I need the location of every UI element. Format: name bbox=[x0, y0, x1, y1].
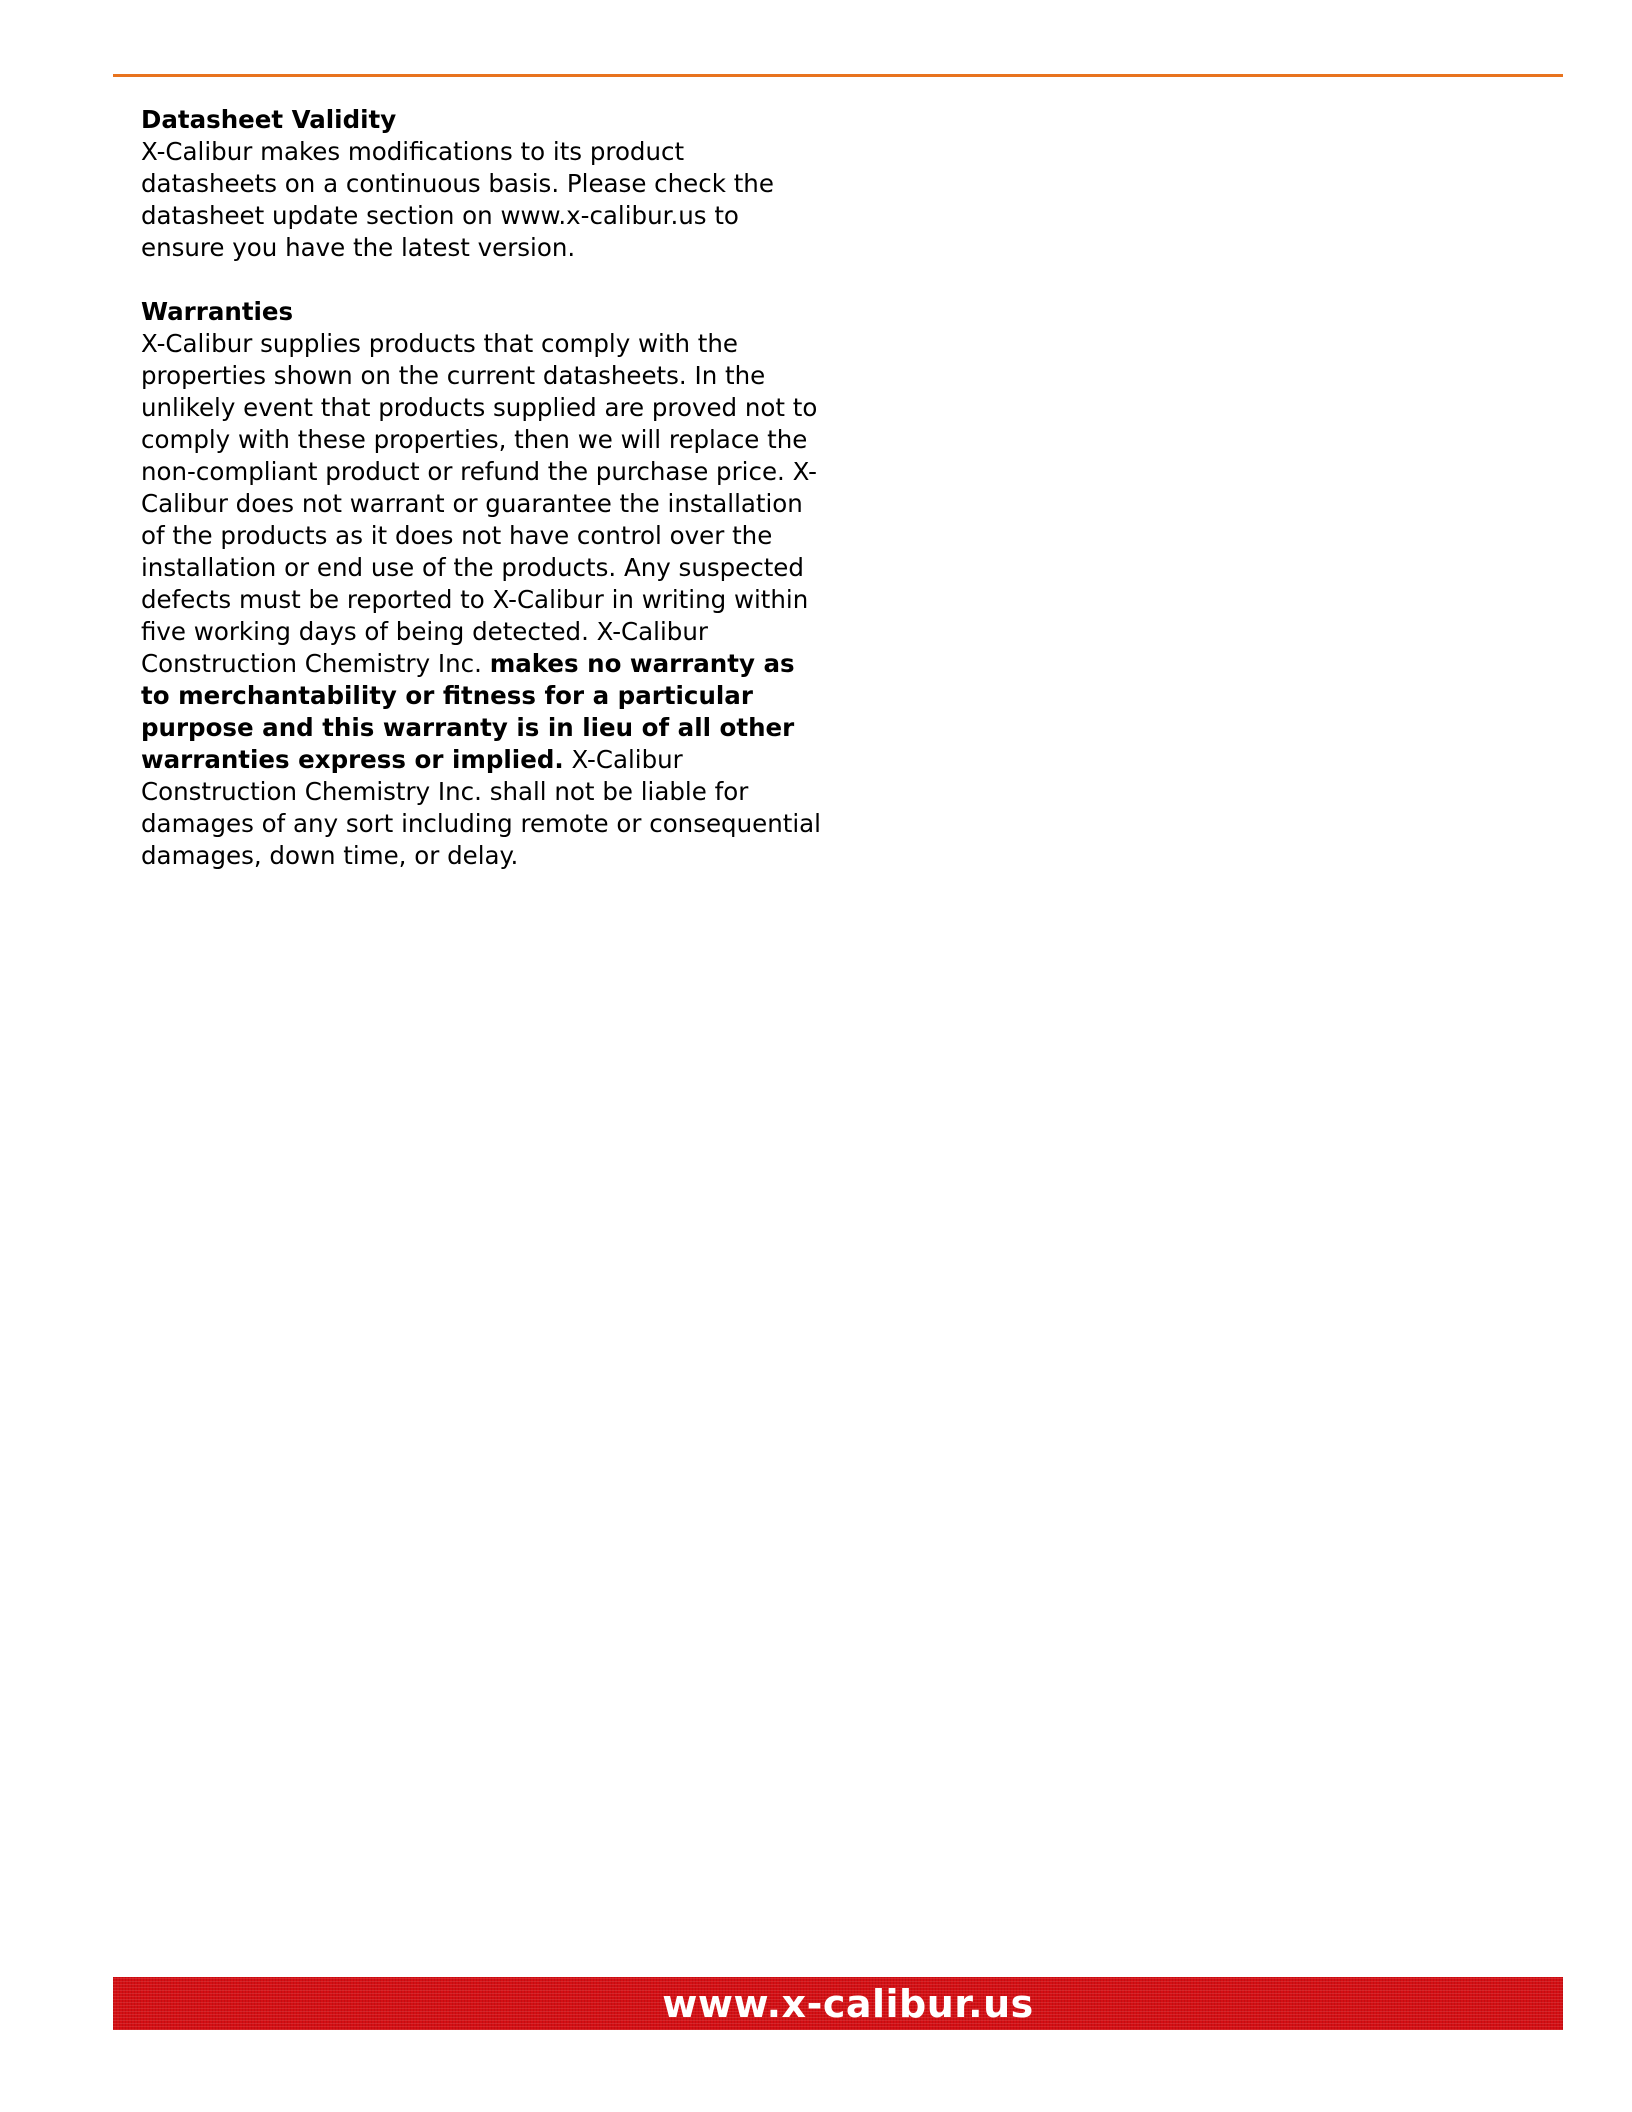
warranties-disclaimer-bold: makes no warranty as to merchantability or fitness for a particular purpose and this warranty is in lieu of all other warranties express or implied. bbox=[141, 649, 795, 774]
warranties-heading: Warranties bbox=[141, 297, 294, 326]
datasheet-validity-section bbox=[141, 104, 821, 264]
datasheet-validity-heading: Datasheet Validity bbox=[141, 105, 397, 134]
document-body bbox=[141, 104, 821, 872]
warranties-text-part2: X-Calibur Construction Chemistry Inc. shall not be liable for damages of any sort including remote or consequential damages, down time, or delay. bbox=[141, 745, 821, 870]
footer-banner bbox=[113, 1977, 1563, 2030]
top-divider bbox=[113, 74, 1563, 77]
warranties-text-part1: X-Calibur supplies products that comply with the properties shown on the current datasheets. In the unlikely event that products supplied are proved not to comply with these properties, then we will replace the non-compliant product or refund the purchase price. X-Calibur does not warrant or guarantee the installation of the products as it does not have control over the installation or end use of the products. Any suspected defects must be reported to X-Calibur in writing within five working days of being detected. X-Calibur Construction Chemistry Inc. bbox=[141, 329, 818, 678]
warranties-text bbox=[141, 328, 821, 872]
warranties-section bbox=[141, 296, 821, 872]
datasheet-validity-text: X-Calibur makes modifications to its product datasheets on a continuous basis. Please check the datasheet update section on www.x-calibur.us to ensure you have the latest version. bbox=[141, 137, 774, 262]
footer-website-link[interactable]: www.x-calibur.us bbox=[662, 1981, 1034, 2026]
